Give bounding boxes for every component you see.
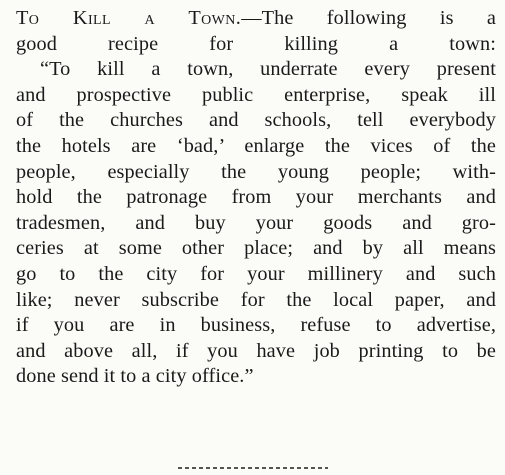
article-headline: To Kill a Town. xyxy=(16,7,242,29)
article-line-15: done send it to a city office.” xyxy=(16,365,254,388)
article-body xyxy=(16,6,496,390)
article-line-6: the hotels are ‘bad,’ enlarge the vices of the xyxy=(16,134,496,157)
article-line-9: tradesmen, and buy your goods and gro- xyxy=(16,211,496,234)
article-line-7: people, especially the young people; with- xyxy=(16,160,496,183)
article-line-11: go to the city for your millinery and such xyxy=(16,262,496,285)
article-line-12: like; never subscribe for the local paper, and xyxy=(16,288,496,311)
column-rule-divider xyxy=(178,467,328,469)
article-line-10: ceries at some other place; and by all means xyxy=(16,237,496,260)
article-line-1-text: —The following is a xyxy=(241,7,496,29)
article-line-1 xyxy=(16,6,496,32)
article-line-4: and prospective public enterprise, speak ill xyxy=(16,83,496,106)
article-line-8: hold the patronage from your merchants and xyxy=(16,186,496,209)
article-line-13: if you are in business, refuse to advertise, xyxy=(16,314,496,337)
article-line-2: good recipe for killing a town: xyxy=(16,32,496,55)
article-line-14: and above all, if you have job printing to be xyxy=(16,339,496,362)
article-line-5: of the churches and schools, tell everybody xyxy=(16,109,496,132)
article-line-3: “To kill a town, underrate every present xyxy=(40,58,496,81)
